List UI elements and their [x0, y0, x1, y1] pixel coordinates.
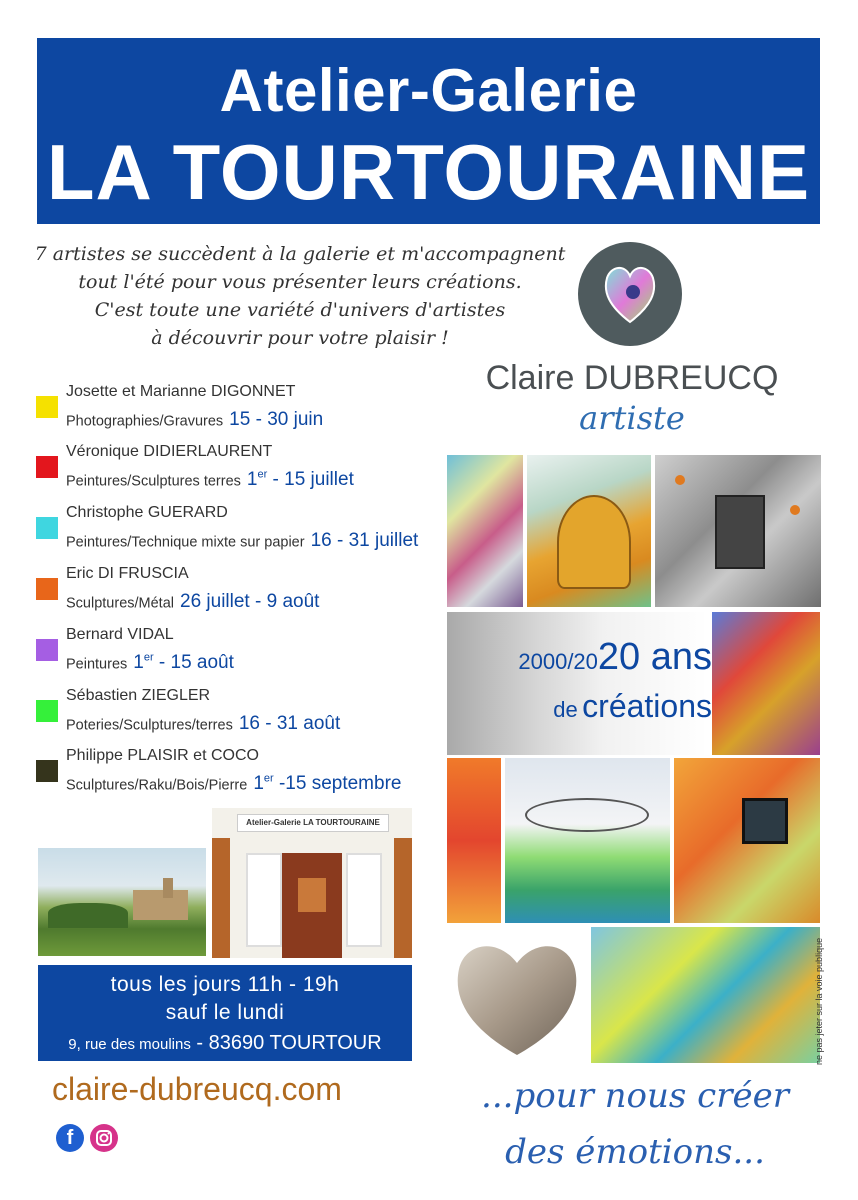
- disclaimer: ne pas jeter sur la voie publique: [814, 937, 824, 1065]
- artist-entry: [36, 625, 456, 681]
- color-swatch: [36, 639, 58, 661]
- artist-name: Claire DUBREUCQ: [485, 359, 779, 397]
- heart-logo-icon: [603, 262, 657, 326]
- artist-entry-name: Sébastien ZIEGLER: [66, 687, 211, 704]
- artwork-tile: [505, 758, 670, 923]
- intro-line: à découvrir pour votre plaisir !: [151, 327, 449, 349]
- artwork-tile: [591, 927, 820, 1063]
- title-line-1: Atelier-Galerie: [219, 57, 638, 124]
- instagram-icon[interactable]: [90, 1124, 118, 1152]
- anniversary-years: 2000/2020 ans: [518, 636, 712, 678]
- artist-entry-date: 15 - 30 juin: [229, 409, 324, 431]
- artwork-tile: [655, 455, 821, 607]
- artist-entry-name: Véronique DIDIERLAURENT: [66, 443, 273, 460]
- anniversary-creations: de créations: [553, 688, 712, 724]
- artist-entry-date: 1er -15 septembre: [253, 773, 402, 795]
- color-swatch: [36, 700, 58, 722]
- artist-entry-technique: Photographies/Gravures: [66, 413, 224, 430]
- address: 9, rue des moulins - 83690 TOURTOUR: [68, 1032, 382, 1054]
- storefront-sign: Atelier-Galerie LA TOURTOURAINE: [237, 814, 389, 832]
- artist-entry-technique: Peintures: [66, 656, 128, 673]
- artist-entry-name: Eric DI FRUSCIA: [66, 565, 189, 582]
- intro-text: [20, 240, 580, 352]
- intro-line: C'est toute une variété d'univers d'artistes: [94, 299, 506, 321]
- artist-entry-date: 1er - 15 août: [133, 652, 234, 674]
- intro-line: 7 artistes se succèdent à la galerie et m'accompagnent: [34, 243, 566, 265]
- facebook-icon[interactable]: f: [56, 1124, 84, 1152]
- color-swatch: [36, 396, 58, 418]
- artist-entry-name: Josette et Marianne DIGONNET: [66, 383, 296, 400]
- artist-role: artiste: [579, 399, 685, 437]
- artwork-tile: [674, 758, 820, 923]
- artist-entry-date: 16 - 31 juillet: [310, 530, 419, 552]
- hours-closed: sauf le lundi: [165, 1001, 285, 1024]
- tagline-line: des émotions...: [505, 1132, 765, 1172]
- color-swatch: [36, 456, 58, 478]
- color-swatch: [36, 578, 58, 600]
- anniversary-text: [450, 636, 712, 736]
- tagline: [440, 1068, 830, 1180]
- artist-entry-date: 26 juillet - 9 août: [180, 591, 320, 613]
- intro-line: tout l'été pour vous présenter leurs créations.: [78, 271, 522, 293]
- artist-entry-technique: Poteries/Sculptures/terres: [66, 717, 233, 734]
- header-banner: [37, 38, 820, 224]
- artwork-tile: [447, 758, 501, 923]
- color-swatch: [36, 760, 58, 782]
- artist-entry: [36, 442, 456, 498]
- storefront-photo: [212, 808, 412, 958]
- village-photo: [38, 848, 206, 956]
- artist-entry-technique: Sculptures/Métal: [66, 595, 174, 612]
- artist-entry-technique: Sculptures/Raku/Bois/Pierre: [66, 777, 248, 794]
- tagline-line: ...pour nous créer: [481, 1076, 789, 1116]
- artist-entry-technique: Peintures/Technique mixte sur papier: [66, 534, 305, 551]
- heart-sculpture-icon: [447, 927, 587, 1063]
- artist-entry-date: 16 - 31 août: [238, 713, 341, 735]
- artwork-tile: [447, 455, 523, 607]
- artist-entry-name: Bernard VIDAL: [66, 626, 174, 643]
- artist-entry-date: 1er - 15 juillet: [246, 469, 354, 491]
- artist-entry: [36, 382, 456, 438]
- artist-entry: [36, 503, 456, 559]
- artist-entry-name: Philippe PLAISIR et COCO: [66, 747, 259, 764]
- heart-sculpture: [447, 927, 587, 1063]
- artist-entry-name: Christophe GUERARD: [66, 504, 228, 521]
- title-line-2: LA TOURTOURAINE: [46, 128, 811, 216]
- artist-entry: [36, 564, 456, 620]
- artwork-tile: [712, 612, 820, 755]
- website-link[interactable]: claire-dubreucq.com: [52, 1071, 342, 1107]
- color-swatch: [36, 517, 58, 539]
- artist-entry-technique: Peintures/Sculptures terres: [66, 473, 241, 490]
- artist-entry: [36, 686, 456, 742]
- hours-line: tous les jours 11h - 19h: [110, 973, 340, 996]
- artwork-tile: [527, 455, 651, 607]
- opening-hours-box: [38, 965, 412, 1061]
- artist-entry: [36, 746, 456, 802]
